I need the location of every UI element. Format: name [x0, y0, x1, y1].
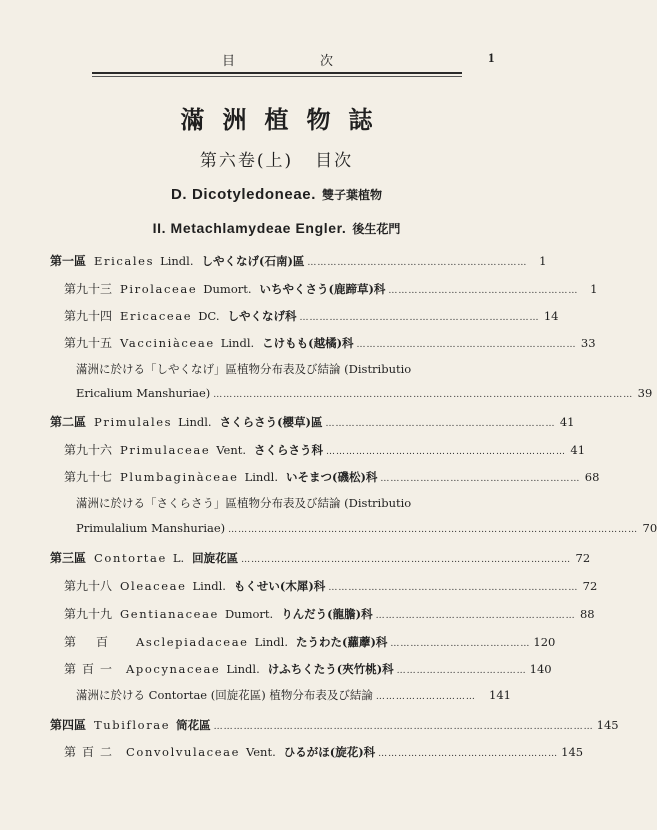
toc-scientific-name: Primulales	[94, 415, 173, 429]
toc-page-number: 41	[570, 443, 586, 457]
toc-japanese-name: 筒花區	[176, 718, 211, 732]
toc-page-number: 1	[590, 282, 598, 296]
section-d-jp: 雙子葉植物	[322, 188, 383, 202]
toc-entry[interactable]	[76, 386, 653, 400]
section-d-latin: D. Dicotyledoneae.	[170, 186, 316, 203]
toc-entry[interactable]	[64, 280, 598, 297]
toc-label: 第九十九	[64, 607, 113, 621]
running-head	[92, 48, 462, 70]
toc-page-number: 72	[575, 551, 591, 565]
contents-label: 目次	[315, 151, 354, 171]
toc-author: Lindl.	[254, 635, 288, 649]
toc-leader-dots: ……………………………………………………	[380, 474, 581, 484]
toc-label: 第九十四	[64, 309, 113, 323]
toc-author: Vent.	[246, 745, 276, 759]
toc-japanese-name: さくらさう科	[254, 443, 324, 457]
toc-label: 第三區	[50, 551, 87, 565]
toc-author: Vent.	[216, 443, 247, 457]
toc-entry[interactable]	[64, 334, 596, 351]
toc-leader-dots: ………………………………………………………………	[299, 313, 540, 323]
toc-text: 滿洲に於ける Contortae (回旋花區) 植物分布表及び結論	[76, 688, 373, 702]
toc-author: Dumort.	[224, 607, 274, 621]
header-rule-thin	[92, 76, 462, 77]
toc-leader-dots: …………………………………………………………	[307, 258, 528, 268]
toc-entry[interactable]	[64, 633, 556, 650]
toc-scientific-name: Vacciniàceae	[120, 336, 215, 350]
toc-page-number: 39	[637, 386, 653, 400]
volume-heading	[0, 146, 553, 171]
toc-entry[interactable]	[64, 577, 598, 594]
toc-entry-text	[76, 495, 411, 511]
toc-label: 第四區	[50, 718, 87, 732]
toc-leader-dots: ……………………………………	[390, 639, 531, 649]
toc-leader-dots: ……………………………………………………	[375, 611, 576, 621]
toc-scientific-name: Asclepiadaceae	[136, 635, 249, 649]
toc-entry[interactable]	[64, 660, 552, 677]
toc-page-number: 88	[579, 607, 595, 621]
toc-entry[interactable]	[76, 521, 657, 535]
toc-scientific-name: Ericaceae	[120, 309, 193, 323]
toc-leader-dots: …………………………………………………………	[356, 340, 577, 350]
toc-author: Lindl.	[160, 254, 194, 268]
toc-author: Lindl.	[220, 336, 255, 350]
toc-label: 第九十五	[64, 336, 113, 350]
toc-leader-dots: …………………………………	[396, 666, 527, 676]
toc-text: 滿洲に於ける「しやくなげ」區植物分布表及び結論 (Distributio	[76, 362, 412, 376]
toc-label: 第百一	[64, 662, 119, 676]
toc-entry[interactable]	[64, 605, 595, 622]
toc-japanese-name: しやくなげ(石南)區	[201, 254, 305, 268]
toc-author: Lindl.	[244, 470, 278, 484]
toc-author: Dumort.	[203, 282, 252, 296]
toc-entry[interactable]	[50, 413, 575, 430]
toc-text: Primulalium Manshuriae)	[76, 521, 226, 535]
toc-page-number: 68	[584, 470, 600, 484]
toc-scientific-name: Contortae	[94, 551, 167, 565]
toc-leader-dots: …………………………………………………	[388, 286, 579, 296]
toc-japanese-name: しやくなげ科	[227, 309, 297, 323]
toc-scientific-name: Gentianaceae	[120, 607, 219, 621]
toc-page-number: 41	[559, 415, 575, 429]
toc-page-number: 120	[533, 635, 556, 649]
toc-entry[interactable]	[64, 441, 586, 458]
toc-japanese-name: いちやくさう(鹿蹄草)科	[259, 282, 386, 296]
toc-page-number: 140	[529, 662, 552, 676]
toc-scientific-name: Plumbaginàceae	[120, 470, 239, 484]
toc-scientific-name: Oleaceae	[120, 579, 187, 593]
toc-entry[interactable]	[64, 743, 584, 760]
toc-japanese-name: いそまつ(磯松)科	[286, 470, 378, 484]
book-title: 滿洲植物誌	[180, 105, 391, 134]
toc-label: 第一區	[50, 254, 87, 268]
toc-leader-dots: ……………………………………………………………………………………………………………	[228, 525, 639, 535]
page-number: 1	[488, 50, 495, 65]
toc-scientific-name: Ericales	[94, 254, 155, 268]
toc-page-number: 145	[596, 718, 619, 732]
toc-label: 第九十八	[64, 579, 113, 593]
running-head-left: 目	[222, 54, 236, 69]
toc-japanese-name: さくらさう(櫻草)區	[219, 415, 323, 429]
toc-label: 第九十七	[64, 470, 113, 484]
toc-author: Lindl.	[226, 662, 260, 676]
toc-japanese-name: けふちくたう(夾竹桃)科	[267, 662, 394, 676]
toc-text: 滿洲に於ける「さくらさう」區植物分布表及び結論 (Distributio	[76, 496, 412, 510]
toc-leader-dots: ………………………………………………	[378, 749, 559, 759]
running-head-right: 次	[320, 54, 334, 69]
toc-japanese-name: こけもも(越橘)科	[262, 336, 354, 350]
toc-author: DC.	[198, 309, 220, 323]
volume-label: 第六卷(上)	[199, 151, 294, 171]
toc-scientific-name: Convolvulaceae	[126, 745, 240, 759]
toc-japanese-name: 回旋花區	[192, 551, 239, 565]
toc-text: Ericalium Manshuriae)	[76, 386, 211, 400]
toc-japanese-name: もくせい(木犀)科	[233, 579, 326, 593]
toc-leader-dots: ……………………………………………………………	[325, 419, 556, 429]
toc-page-number: 141	[489, 688, 511, 702]
section-ii-heading	[0, 220, 553, 237]
toc-entry-text	[76, 361, 411, 377]
toc-label: 第百二	[64, 745, 119, 759]
section-ii-latin: II. Metachlamydeae Engler.	[152, 220, 347, 236]
toc-author: Lindl.	[178, 415, 212, 429]
toc-scientific-name: Pirolaceae	[120, 282, 198, 296]
toc-leader-dots: ………………………………………………………………………………………	[241, 555, 572, 565]
section-d-heading	[0, 185, 553, 203]
toc-entry[interactable]	[64, 307, 559, 324]
toc-scientific-name: Apocynaceae	[126, 662, 221, 676]
toc-leader-dots: ……………………………………………………………………………………………………	[213, 722, 594, 732]
toc-label: 第九十六	[64, 443, 113, 457]
toc-page-number: 145	[561, 745, 584, 759]
toc-scientific-name: Tubiflorae	[94, 718, 171, 732]
header-rule-thick	[92, 72, 462, 74]
toc-entry[interactable]	[50, 549, 591, 566]
toc-page-number: 72	[582, 579, 598, 593]
toc-japanese-name: りんだう(龍膽)科	[281, 607, 373, 621]
section-ii-jp: 後生花門	[352, 222, 401, 236]
toc-scientific-name: Primulaceae	[120, 443, 211, 457]
toc-entry[interactable]	[76, 687, 511, 703]
toc-entry[interactable]	[50, 716, 619, 733]
toc-leader-dots: ………………………………………………………………………………………………………………	[213, 390, 634, 400]
toc-leader-dots: ………………………………………………………………	[326, 447, 567, 457]
toc-author: Lindl.	[192, 579, 226, 593]
toc-entry[interactable]	[50, 252, 547, 269]
toc-author: L.	[172, 551, 185, 565]
toc-page-number: 70	[642, 521, 657, 535]
toc-page-number: 33	[580, 336, 596, 350]
toc-label: 第九十三	[64, 282, 113, 296]
toc-leader-dots: …………………………………………………………………	[328, 583, 579, 593]
toc-label: 第百	[64, 635, 129, 649]
toc-japanese-name: たうわた(蘿藦)科	[296, 635, 388, 649]
toc-entry[interactable]	[64, 468, 600, 485]
toc-page-number: 1	[539, 254, 547, 268]
toc-japanese-name: ひるがほ(旋花)科	[283, 745, 376, 759]
toc-leader-dots: …………………………	[375, 692, 476, 702]
toc-page-number: 14	[543, 309, 559, 323]
toc-label: 第二區	[50, 415, 87, 429]
